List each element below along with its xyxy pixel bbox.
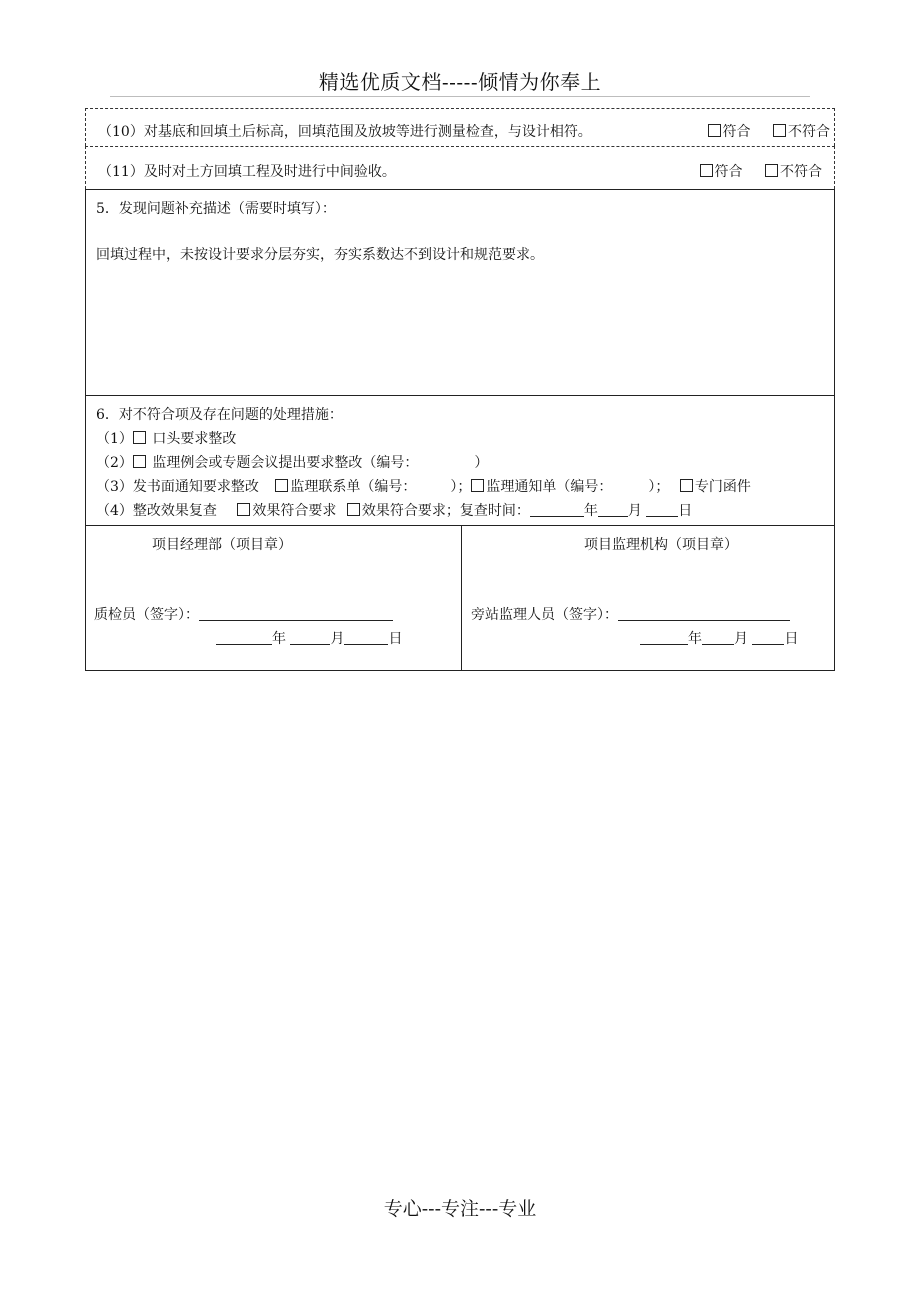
measure-meeting: （2） 监理例会或专题会议提出要求整改（编号： ） [96, 455, 489, 471]
check-row-10 [85, 108, 835, 146]
right-year-field[interactable] [640, 630, 688, 645]
section-label: 5．发现问题补充描述（需要时填写）： [96, 201, 336, 217]
right-signer: 旁站监理人员（签字）： [471, 604, 790, 624]
left-date: 年 月 日 [216, 628, 402, 648]
section-corrective-measures [85, 395, 835, 525]
page-footer: 专心---专注---专业 [383, 1198, 537, 1220]
measure-oral: （1） 口头要求整改 [96, 431, 237, 447]
right-date: 年 月 日 [640, 628, 798, 648]
measure-written: （3）发书面通知要求整改 监理联系单（编号： ）； 监理通知单（编号： ）； 专门函件 [96, 479, 751, 495]
recheck-month-field[interactable] [598, 502, 628, 517]
supervisor-signature-field[interactable] [618, 606, 790, 621]
page-header: 精选优质文档-----倾情为你奉上 [318, 70, 602, 94]
section-problem-description [85, 189, 835, 395]
checkbox-icon[interactable] [275, 479, 288, 492]
left-year-field[interactable] [216, 630, 272, 645]
check-row-text: （11）及时对土方回填工程及时进行中间验收。 [98, 164, 396, 180]
option-nonconform[interactable]: 不符合 [773, 124, 830, 140]
left-day-field[interactable] [344, 630, 388, 645]
right-month-field[interactable] [702, 630, 734, 645]
right-day-field[interactable] [752, 630, 784, 645]
header-divider [110, 96, 810, 97]
checkbox-icon[interactable] [133, 431, 146, 444]
checkbox-icon[interactable] [765, 164, 778, 177]
left-seal-title: 项目经理部（项目章） [152, 537, 292, 553]
option-conform[interactable]: 符合 [708, 124, 751, 140]
left-month-field[interactable] [290, 630, 330, 645]
checkbox-icon[interactable] [237, 503, 250, 516]
checkbox-icon[interactable] [708, 124, 721, 137]
check-options [682, 161, 822, 181]
option-nonconform[interactable]: 不符合 [765, 164, 822, 180]
checkbox-icon[interactable] [700, 164, 713, 177]
checkbox-icon[interactable] [680, 479, 693, 492]
check-row-text: （10）对基底和回填土后标高，回填范围及放坡等进行测量检查，与设计相符。 [98, 124, 592, 140]
left-signer: 质检员（签字）： [94, 604, 393, 624]
recheck-year-field[interactable] [530, 502, 584, 517]
option-conform[interactable]: 符合 [700, 164, 743, 180]
recheck-day-field[interactable] [646, 502, 678, 517]
right-seal-title: 项目监理机构（项目章） [584, 537, 738, 553]
column-divider [461, 526, 462, 671]
measure-recheck: （4）整改效果复查 效果符合要求 效果符合要求；复查时间： 年 月 日 [96, 503, 693, 519]
check-options [690, 121, 830, 141]
checkbox-icon[interactable] [347, 503, 360, 516]
checkbox-icon[interactable] [773, 124, 786, 137]
problem-description-text[interactable]: 回填过程中，未按设计要求分层夯实，夯实系数达不到设计和规范要求。 [96, 247, 544, 263]
section-label: 6．对不符合项及存在问题的处理措施： [96, 407, 343, 423]
checkbox-icon[interactable] [133, 455, 146, 468]
inspector-signature-field[interactable] [199, 606, 393, 621]
check-row-11 [85, 146, 835, 189]
signature-section [85, 525, 835, 671]
checkbox-icon[interactable] [471, 479, 484, 492]
